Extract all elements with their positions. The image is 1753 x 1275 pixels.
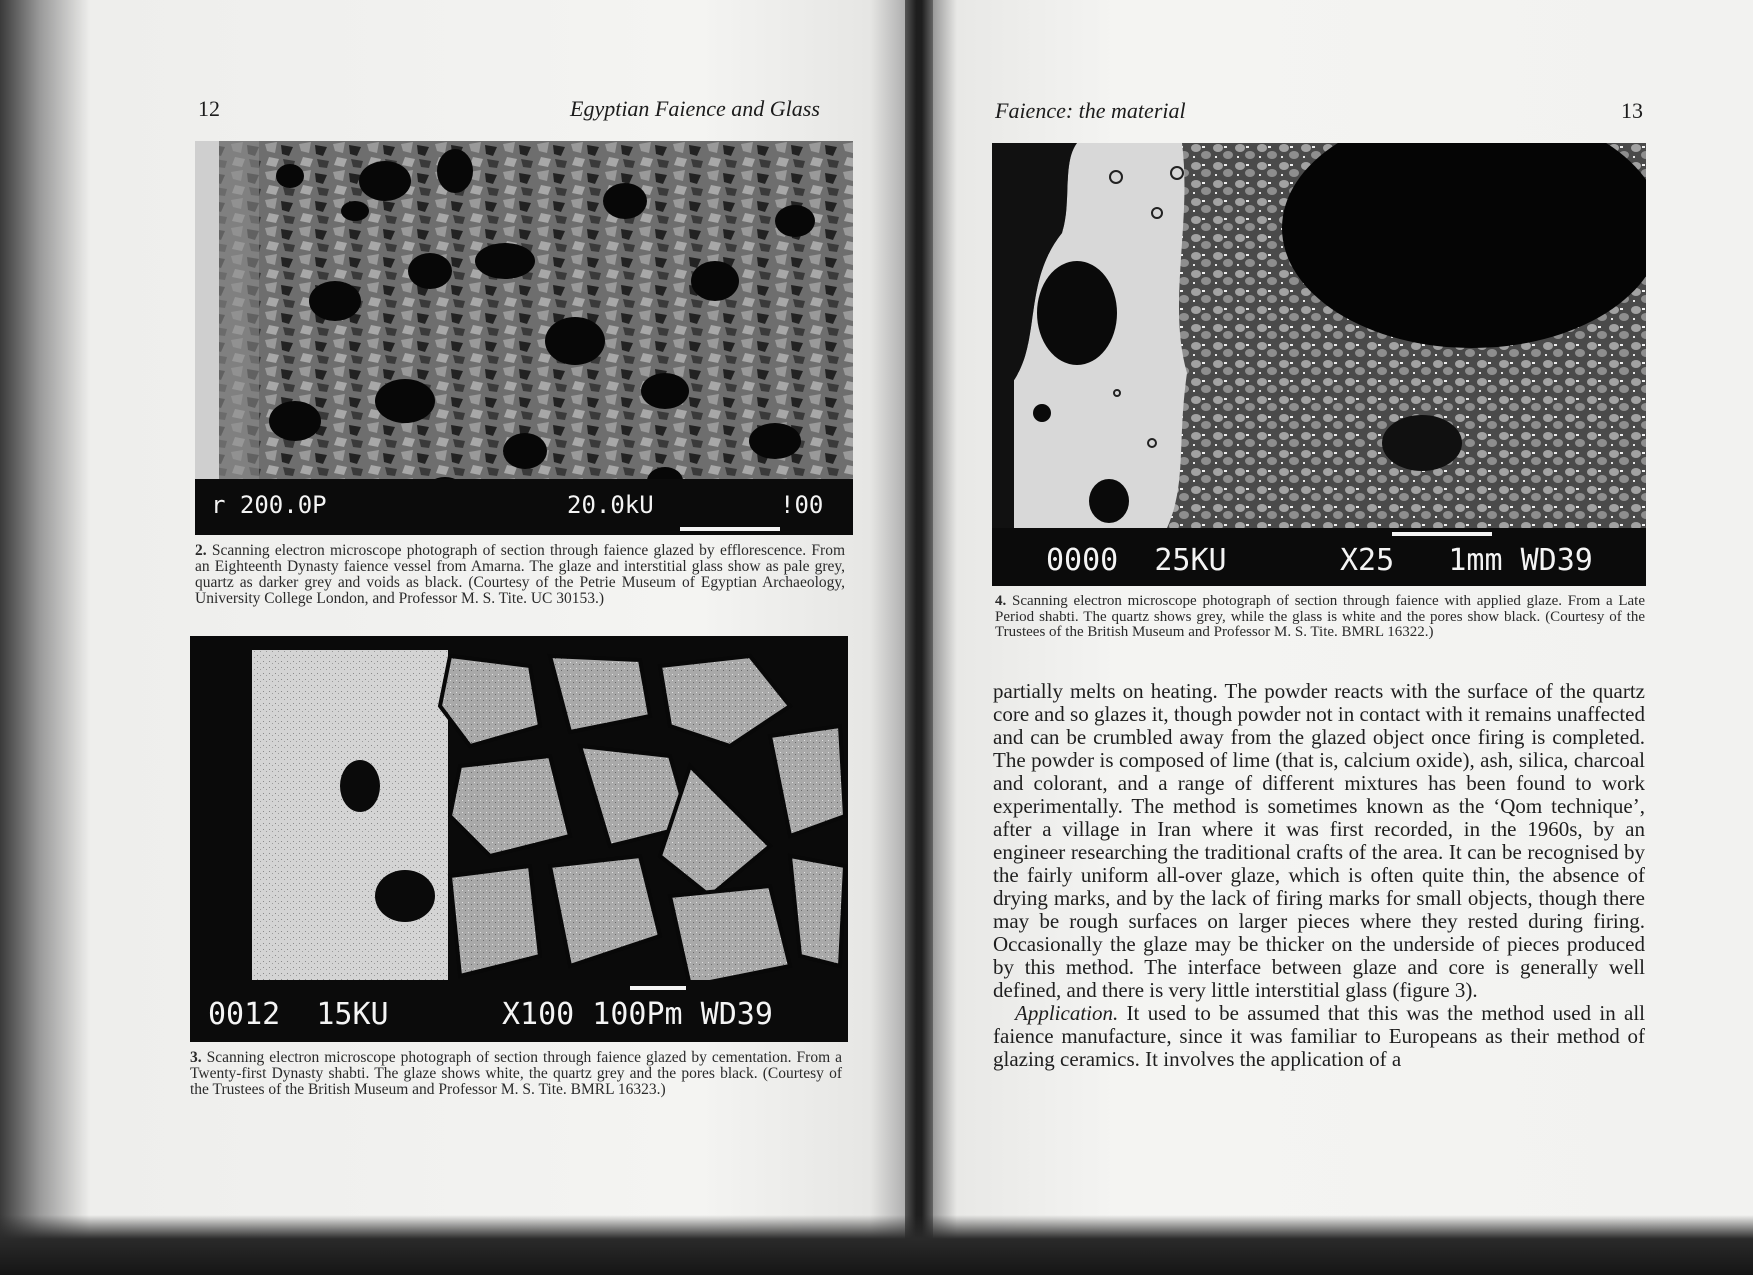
- figure-3-scale-left: 0012 15KU: [208, 997, 389, 1032]
- figure-2-scale-right: !00: [780, 491, 824, 519]
- figure-3-caption: [190, 1050, 842, 1098]
- figure-4-scale-bar: [1392, 532, 1492, 536]
- figure-3-micrograph: [190, 636, 848, 1042]
- figure-4-caption-number: 4.: [995, 593, 1007, 609]
- figure-4-caption: [995, 594, 1645, 641]
- figure-4-scale-left: 0000 25KU: [1046, 543, 1227, 578]
- bottom-shadow: [0, 1215, 1753, 1275]
- figure-4-scale-right: X25 1mm WD39: [1340, 543, 1593, 578]
- figure-2-caption-text: Scanning electron microscope photograph of section through faience glazed by efflorescence. From an Eighteenth Dynasty faience vessel from Amarna. The glaze and interstitial glass show as pale grey, quartz as darker grey and voids as black. (Courtesy of the Petrie Museum of Egyptian Archaeology, University College London, and Professor M. S. Tite. UC 30153.): [195, 542, 845, 607]
- figure-2-caption: [195, 543, 845, 607]
- right-running-head: Faience: the material: [995, 98, 1186, 123]
- left-running-head: Egyptian Faience and Glass: [570, 96, 820, 121]
- figure-2-scale-bar: [680, 527, 780, 531]
- body-paragraph-1: partially melts on heating. The powder reacts with the surface of the quartz core and so glazes it, though powder not in contact with it remains unaffected and can be crumbled away from the glazed object once firing is completed. The powder is composed of lime (that is, calcium oxide), ash, silica, charcoal and colorant, and a range of different mixtures has been found to work experimentally. The method is sometimes known as the ‘Qom technique’, after a village in Iran where it was first recorded, in the 1960s, by an engineer researching the traditional crafts of the area. It can be recognised by the fairly uniform all-over glaze, which is often quite thin, the absence of drying marks, and by the lack of firing marks for small objects, though there may be rough surfaces on larger pieces where they rested during firing. Occasionally the glaze may be thicker on the underside of pieces produced by this method. The interface between glaze and core is generally well defined, and there is very little interstitial glass (figure 3).: [993, 679, 1645, 1002]
- body-paragraph-2-text: It used to be assumed that this was the method used in all faience manufacture, since it was familiar to Europeans as their method of glazing ceramics. It involves the application of a: [993, 1001, 1645, 1071]
- figure-3-caption-text: Scanning electron microscope photograph of section through faience glazed by cementation. From a Twenty-first Dynasty shabti. The glaze shows white, the quartz grey and the pores black. (Courtesy of the Trustees of the British Museum and Professor M. S. Tite. BMRL 16323.): [190, 1049, 842, 1098]
- figure-4-micrograph: [992, 143, 1646, 586]
- figure-3-scale-strip: [190, 980, 848, 1042]
- figure-2-scale-mid: 20.0kU: [567, 491, 654, 519]
- right-page-number: 13: [1621, 98, 1643, 123]
- figure-3-scale-right: X100 100Pm WD39: [502, 997, 773, 1032]
- figure-2-image: [195, 141, 853, 535]
- figure-2-scale-strip: [195, 479, 853, 535]
- figure-2-micrograph: [195, 141, 853, 535]
- figure-4-image: [992, 143, 1646, 586]
- body-text: [993, 680, 1645, 1071]
- figure-2-scale-left: r 200.0P: [211, 491, 327, 519]
- book-gutter: [905, 0, 933, 1240]
- figure-4-caption-text: Scanning electron microscope photograph of section through faience with applied glaze. From a Late Period shabti. The quartz shows grey, while the glass is white and the pores show black. (Courtesy of the Trustees of the British Museum and Professor M. S. Tite. BMRL 16322.): [995, 593, 1646, 640]
- figure-3-scale-bar: [630, 986, 686, 990]
- figure-3-caption-number: 3.: [190, 1049, 202, 1066]
- figure-2-caption-number: 2.: [195, 542, 207, 559]
- left-page-number: 12: [198, 96, 220, 121]
- figure-4-scale-strip: [992, 528, 1646, 586]
- body-paragraph-2: [993, 1002, 1645, 1071]
- section-heading-application: Application.: [1015, 1001, 1119, 1025]
